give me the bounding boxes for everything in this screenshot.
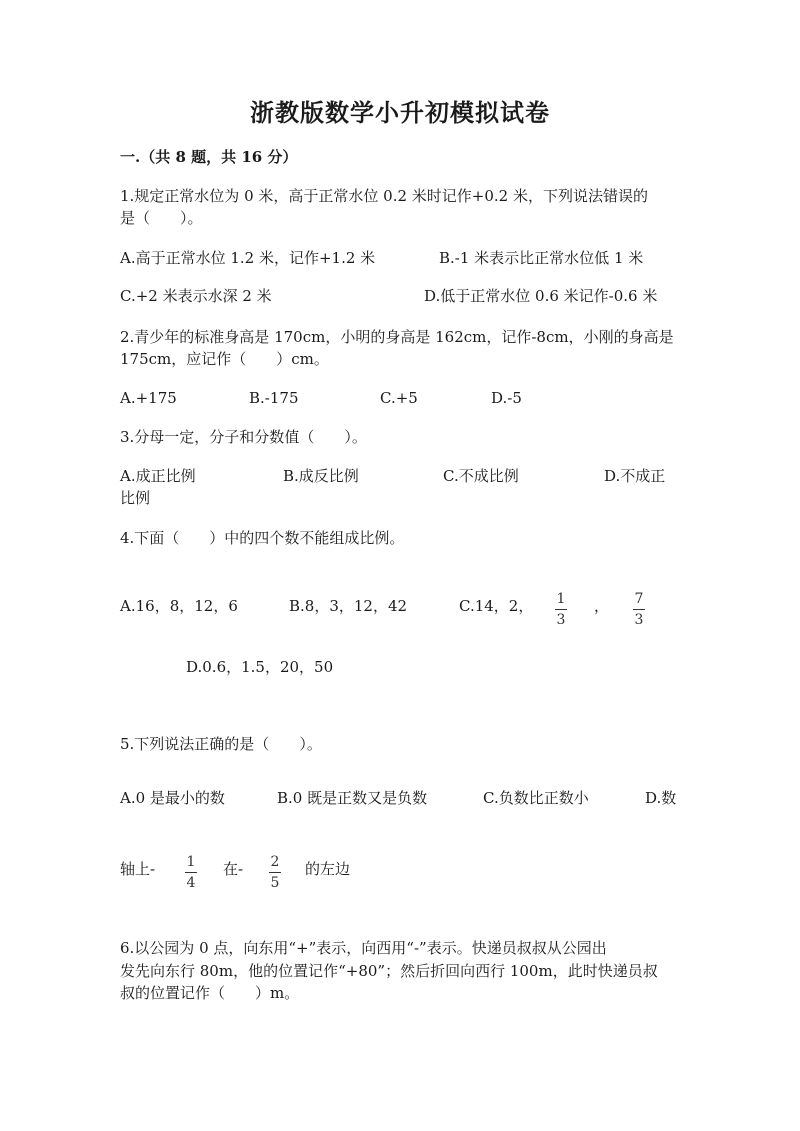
fraction-denominator: 4	[186, 875, 196, 891]
fraction-numerator: 1	[186, 854, 196, 870]
question-1-option-c: C.+2 米表示水深 2 米	[120, 287, 272, 305]
section-header: 一.（共 8 题，共 16 分）	[120, 148, 298, 166]
question-3-option-c: C.不成比例	[443, 467, 519, 485]
question-4-option-d: D.0.6，1.5，20，50	[186, 658, 334, 676]
page-title: 浙教版数学小升初模拟试卷	[250, 99, 550, 127]
question-5-option-d-part-2: 在-	[223, 860, 244, 878]
question-4-option-a: A.16，8，12，6	[120, 597, 238, 615]
question-5-option-d: D.数	[645, 789, 677, 807]
question-3-stem: 3.分母一定，分子和分数值（ ）。	[120, 428, 367, 446]
fraction-bar	[185, 872, 197, 873]
question-3-option-d: D.不成正	[604, 467, 666, 485]
fraction-denominator: 5	[270, 875, 280, 891]
question-1-option-b: B.-1 米表示比正常水位低 1 米	[439, 249, 644, 267]
question-6-stem-line-3: 叔的位置记作（ ）m。	[120, 984, 300, 1002]
question-5-option-b: B.0 既是正数又是负数	[277, 789, 428, 807]
question-2-stem-line-1: 2.青少年的标准身高是 170cm，小明的身高是 162cm，记作-8cm，小刚的身高是	[120, 328, 674, 346]
question-1-stem-line-2: 是（ ）。	[120, 209, 203, 227]
question-1-option-a: A.高于正常水位 1.2 米，记作+1.2 米	[120, 249, 376, 267]
question-2-option-d: D.-5	[491, 389, 522, 407]
question-5-stem: 5.下列说法正确的是（ ）。	[120, 735, 322, 753]
fraction-denominator: 3	[634, 612, 644, 628]
question-4-option-c: C.14，2，	[459, 597, 534, 615]
question-4-option-c-separator: ，	[594, 597, 610, 615]
question-1-stem-line-1: 1.规定正常水位为 0 米，高于正常水位 0.2 米时记作+0.2 米，下列说法错误的	[120, 187, 648, 205]
fraction-bar	[555, 609, 567, 610]
question-4-stem: 4.下面（ ）中的四个数不能组成比例。	[120, 529, 405, 547]
question-4-option-b: B.8，3，12，42	[289, 597, 408, 615]
question-5-option-a: A.0 是最小的数	[120, 789, 225, 807]
question-2-stem-line-2: 175cm，应记作（ ）cm。	[120, 350, 329, 368]
fraction-denominator: 3	[556, 612, 566, 628]
question-3-option-a: A.成正比例	[120, 467, 196, 485]
fraction-bar	[269, 872, 281, 873]
question-6-stem-line-1: 6.以公园为 0 点，向东用“+”表示，向西用“-”表示。快递员叔叔从公园出	[120, 939, 607, 957]
fraction-numerator: 1	[556, 591, 566, 607]
fraction-numerator: 2	[270, 854, 280, 870]
question-2-option-c: C.+5	[380, 389, 418, 407]
fraction-numerator: 7	[634, 591, 644, 607]
question-3-option-d-wrap: 比例	[120, 489, 151, 507]
question-2-option-a: A.+175	[120, 389, 177, 407]
fraction-seven-thirds	[633, 592, 645, 627]
question-3-option-b: B.成反比例	[283, 467, 359, 485]
fraction-two-fifths	[269, 855, 281, 890]
question-5-option-c: C.负数比正数小	[483, 789, 589, 807]
question-5-option-d-part-1: 轴上-	[120, 860, 156, 878]
question-6-stem-line-2: 发先向东行 80m，他的位置记作“+80”；然后折回向西行 100m，此时快递员叔	[120, 962, 658, 980]
fraction-bar	[633, 609, 645, 610]
fraction-one-quarter	[185, 855, 197, 890]
fraction-one-third	[555, 592, 567, 627]
question-1-option-d: D.低于正常水位 0.6 米记作-0.6 米	[424, 287, 658, 305]
question-5-option-d-part-3: 的左边	[305, 860, 351, 878]
question-2-option-b: B.-175	[249, 389, 299, 407]
